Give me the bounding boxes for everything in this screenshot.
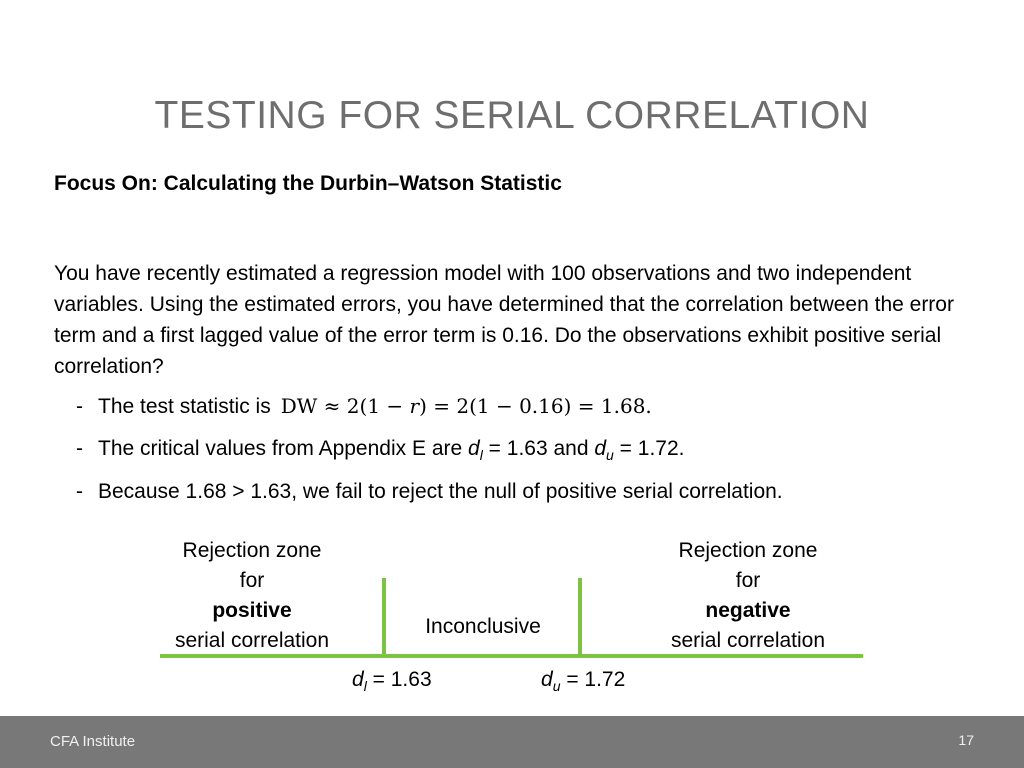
zone-line: for	[735, 569, 761, 592]
zone-line: Rejection zone	[678, 539, 818, 562]
du-value: = 1.72.	[613, 437, 685, 460]
dl-value: = 1.63	[482, 437, 548, 460]
bullet-text: The test statistic is	[98, 395, 271, 418]
bullet-text: The critical values from Appendix E are	[98, 437, 469, 460]
dw-symbol: DW	[280, 394, 318, 418]
bullet-test-statistic	[76, 394, 652, 419]
lower-critical-value	[352, 668, 432, 694]
dl-symbol: d	[468, 437, 480, 460]
bullet-dash: -	[76, 395, 83, 418]
footer-bar	[0, 716, 1024, 768]
bullet-conclusion	[76, 480, 783, 504]
zone-line: serial correlation	[670, 629, 826, 652]
upper-critical-value	[541, 668, 625, 694]
zone-line: Rejection zone	[182, 539, 322, 562]
positive-rejection-zone-label	[152, 536, 352, 656]
slide-title: TESTING FOR SERIAL CORRELATION	[154, 94, 870, 137]
du-symbol: d	[594, 437, 607, 460]
bullet-dash: -	[76, 480, 83, 503]
page-number: 17	[958, 732, 974, 748]
bullet-dash: -	[76, 437, 83, 460]
slide-subtitle: Focus On: Calculating the Durbin–Watson Statistic	[54, 172, 562, 195]
du-subscript: u	[552, 678, 561, 695]
inconclusive-zone-label: Inconclusive	[425, 615, 541, 638]
brand-label: CFA Institute	[50, 733, 136, 750]
bullet-text: Because 1.68 > 1.63, we fail to reject the null of positive serial correlation.	[98, 480, 783, 503]
du-subscript: u	[606, 447, 614, 464]
bullet-text: and	[547, 437, 595, 460]
dl-value: = 1.63	[366, 668, 432, 691]
zone-baseline	[160, 654, 863, 658]
problem-paragraph: You have recently estimated a regression model with 100 observations and two independent variables. Using the estimated errors, you have determined that the correlation between the error term and a first lagged value of the error term is 0.16. Do the observations exhibit positive serial correlation?	[54, 262, 954, 378]
dw-formula	[281, 394, 652, 418]
upper-critical-divider	[578, 578, 582, 656]
du-value: = 1.72	[560, 668, 626, 691]
zone-line-bold: negative	[705, 599, 791, 622]
formula-variable-r: r	[409, 394, 420, 418]
du-symbol: d	[541, 668, 553, 691]
dl-subscript: l	[479, 447, 483, 464]
zone-line: for	[239, 569, 265, 592]
lower-critical-divider	[382, 578, 386, 656]
bullet-critical-values	[76, 437, 684, 463]
dl-subscript: l	[363, 678, 367, 695]
formula-part: ≈ 2(1 −	[317, 394, 410, 418]
zone-line-bold: positive	[212, 599, 292, 622]
negative-rejection-zone-label	[648, 536, 848, 656]
formula-part: ) = 2(1 − 0.16) = 1.68.	[419, 394, 652, 418]
dl-symbol: d	[352, 668, 364, 691]
zone-line: serial correlation	[174, 629, 330, 652]
